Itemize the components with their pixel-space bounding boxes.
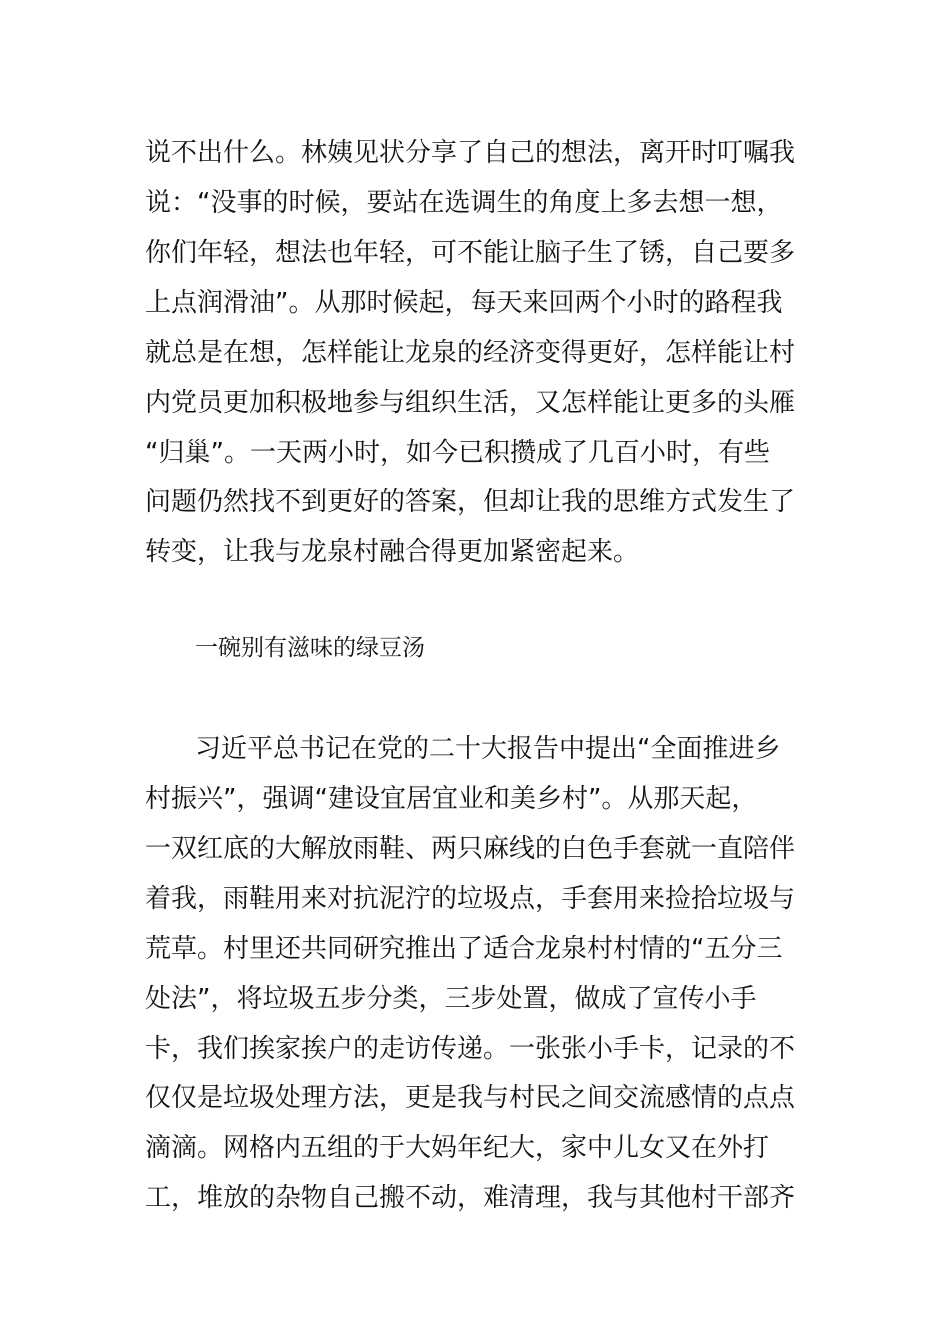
paragraph-1-line-3: 你们年轻，想法也年轻，可不能让脑子生了锈，自己要多 xyxy=(145,238,796,268)
paragraph-1-line-5: 就总是在想，怎样能让龙泉的经济变得更好，怎样能让村 xyxy=(145,338,796,368)
paragraph-1-line-1: 说不出什么。林姨见状分享了自己的想法，离开时叮嘱我 xyxy=(145,138,796,168)
paragraph-1-line-8: 问题仍然找不到更好的答案，但却让我的思维方式发生了 xyxy=(145,487,796,517)
paragraph-2-line-2: 村振兴”，强调“建设宜居宜业和美乡村”。从那天起， xyxy=(145,784,758,814)
paragraph-2-line-6: 处法”，将垃圾五步分类，三步处置，做成了宣传小手 xyxy=(145,984,757,1014)
paragraph-1-line-4: 上点润滑油”。从那时候起，每天来回两个小时的路程我 xyxy=(145,288,783,318)
paragraph-2-line-9: 滴滴。网格内五组的于大妈年纪大，家中儿女又在外打 xyxy=(145,1133,770,1163)
paragraph-2-line-3: 一双红底的大解放雨鞋、两只麻线的白色手套就一直陪伴 xyxy=(145,834,796,864)
paragraph-1-line-7: “归巢”。一天两小时，如今已积攒成了几百小时，有些 xyxy=(145,438,770,468)
paragraph-1-line-6: 内党员更加积极地参与组织生活，又怎样能让更多的头雁 xyxy=(145,388,796,418)
paragraph-1-line-9: 转变，让我与龙泉村融合得更加紧密起来。 xyxy=(145,537,640,567)
paragraph-1-line-2: 说：“没事的时候，要站在选调生的角度上多去想一想， xyxy=(145,188,783,218)
paragraph-2-line-7: 卡，我们挨家挨户的走访传递。一张张小手卡，记录的不 xyxy=(145,1034,796,1064)
paragraph-2-line-1: 习近平总书记在党的二十大报告中提出“全面推进乡 xyxy=(195,734,781,764)
paragraph-2-line-4: 着我，雨鞋用来对抗泥泞的垃圾点，手套用来捡拾垃圾与 xyxy=(145,884,796,914)
section-heading: 一碗别有滋味的绿豆汤 xyxy=(195,635,425,661)
paragraph-2-line-8: 仅仅是垃圾处理方法，更是我与村民之间交流感情的点点 xyxy=(145,1083,796,1113)
paragraph-2-line-10: 工，堆放的杂物自己搬不动，难清理，我与其他村干部齐 xyxy=(145,1183,796,1213)
paragraph-2-line-5: 荒草。村里还共同研究推出了适合龙泉村村情的“五分三 xyxy=(145,934,783,964)
